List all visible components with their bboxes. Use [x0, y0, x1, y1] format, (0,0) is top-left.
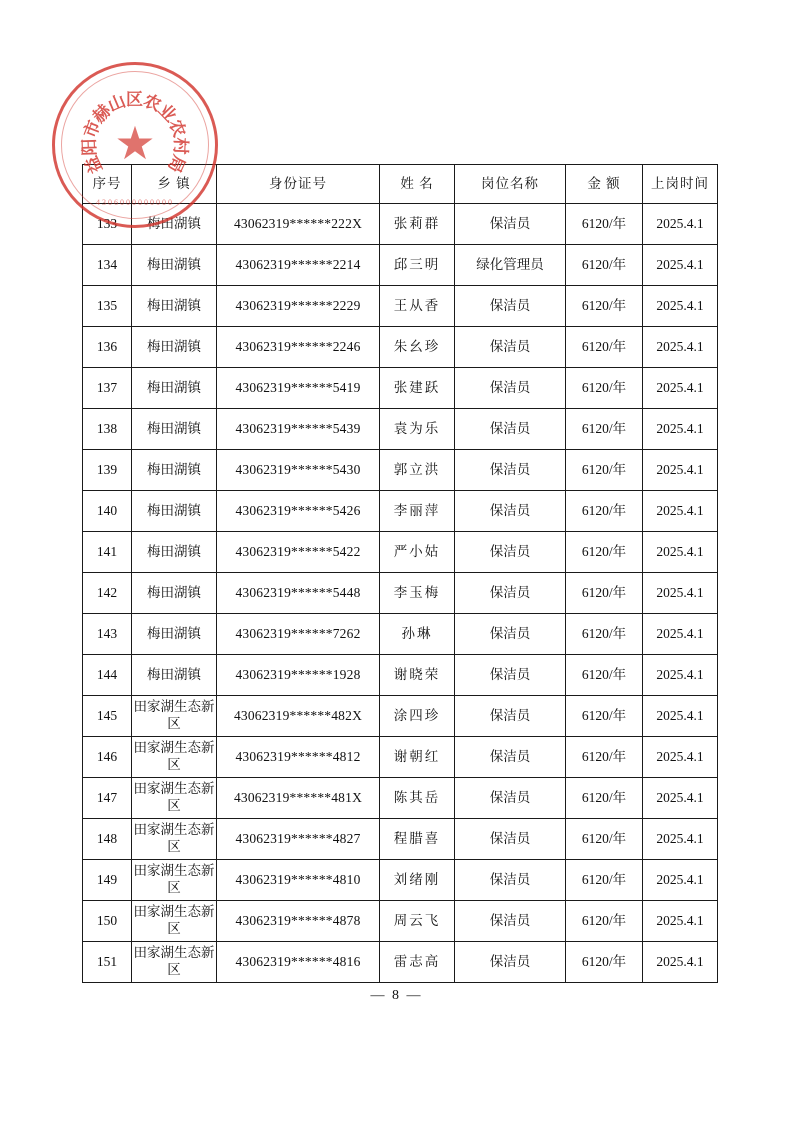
table-row	[83, 245, 718, 286]
cell-seq: 146	[83, 737, 132, 778]
header-post: 岗位名称	[455, 165, 566, 204]
cell-id: 43062319******5422	[217, 532, 380, 573]
table-row	[83, 778, 718, 819]
cell-post: 保洁员	[455, 573, 566, 614]
cell-post: 保洁员	[455, 286, 566, 327]
cell-name: 谢朝红	[380, 737, 455, 778]
page-footer: — 8 —	[370, 988, 423, 1003]
cell-seq: 145	[83, 696, 132, 737]
cell-name: 陈其岳	[380, 778, 455, 819]
cell-id: 43062319******482X	[217, 696, 380, 737]
cell-amount: 6120/年	[566, 614, 643, 655]
cell-seq: 134	[83, 245, 132, 286]
cell-id: 43062319******5430	[217, 450, 380, 491]
cell-amount: 6120/年	[566, 655, 643, 696]
cell-name: 张莉群	[380, 204, 455, 245]
cell-amount: 6120/年	[566, 286, 643, 327]
cell-post: 保洁员	[455, 819, 566, 860]
cell-post: 保洁员	[455, 532, 566, 573]
cell-amount: 6120/年	[566, 819, 643, 860]
cell-date: 2025.4.1	[643, 737, 718, 778]
cell-date: 2025.4.1	[643, 409, 718, 450]
cell-post: 保洁员	[455, 491, 566, 532]
cell-date: 2025.4.1	[643, 860, 718, 901]
table-row	[83, 696, 718, 737]
cell-date: 2025.4.1	[643, 573, 718, 614]
cell-seq: 138	[83, 409, 132, 450]
table-row	[83, 942, 718, 983]
cell-name: 李丽萍	[380, 491, 455, 532]
cell-seq: 148	[83, 819, 132, 860]
cell-post: 保洁员	[455, 368, 566, 409]
cell-id: 43062319******7262	[217, 614, 380, 655]
cell-date: 2025.4.1	[643, 204, 718, 245]
cell-seq: 136	[83, 327, 132, 368]
table-row	[83, 204, 718, 245]
table-row	[83, 655, 718, 696]
cell-town: 梅田湖镇	[132, 286, 217, 327]
cell-town: 梅田湖镇	[132, 532, 217, 573]
seal-bottom-code: 4306000000000	[96, 198, 174, 207]
table-row	[83, 819, 718, 860]
seal-top-text: 益 阳 市 赫 山 区 农 业 农 村 局	[79, 90, 191, 177]
table-row	[83, 901, 718, 942]
cell-post: 保洁员	[455, 860, 566, 901]
cell-town: 梅田湖镇	[132, 327, 217, 368]
table-header	[83, 165, 718, 204]
cell-name: 程腊喜	[380, 819, 455, 860]
roster-table-container	[82, 164, 710, 983]
cell-id: 43062319******481X	[217, 778, 380, 819]
header-amount: 金 额	[566, 165, 643, 204]
cell-id: 43062319******2246	[217, 327, 380, 368]
roster-table	[82, 164, 718, 983]
cell-name: 王从香	[380, 286, 455, 327]
cell-amount: 6120/年	[566, 245, 643, 286]
table-row	[83, 532, 718, 573]
cell-seq: 147	[83, 778, 132, 819]
cell-seq: 141	[83, 532, 132, 573]
cell-seq: 150	[83, 901, 132, 942]
header-name: 姓 名	[380, 165, 455, 204]
cell-seq: 151	[83, 942, 132, 983]
cell-town: 田家湖生态新区	[132, 901, 217, 942]
cell-seq: 140	[83, 491, 132, 532]
cell-date: 2025.4.1	[643, 778, 718, 819]
cell-date: 2025.4.1	[643, 368, 718, 409]
cell-amount: 6120/年	[566, 204, 643, 245]
cell-name: 涂四珍	[380, 696, 455, 737]
header-id: 身份证号	[217, 165, 380, 204]
seal-star-icon: ★	[114, 118, 156, 170]
cell-id: 43062319******5426	[217, 491, 380, 532]
cell-id: 43062319******1928	[217, 655, 380, 696]
cell-date: 2025.4.1	[643, 901, 718, 942]
cell-post: 保洁员	[455, 778, 566, 819]
cell-town: 梅田湖镇	[132, 491, 217, 532]
cell-town: 梅田湖镇	[132, 245, 217, 286]
cell-amount: 6120/年	[566, 778, 643, 819]
cell-town: 梅田湖镇	[132, 655, 217, 696]
cell-seq: 142	[83, 573, 132, 614]
cell-town: 田家湖生态新区	[132, 860, 217, 901]
header-town: 乡 镇	[132, 165, 217, 204]
table-row	[83, 450, 718, 491]
cell-post: 绿化管理员	[455, 245, 566, 286]
cell-date: 2025.4.1	[643, 819, 718, 860]
cell-town: 田家湖生态新区	[132, 737, 217, 778]
cell-name: 周云飞	[380, 901, 455, 942]
cell-post: 保洁员	[455, 901, 566, 942]
table-row	[83, 860, 718, 901]
cell-date: 2025.4.1	[643, 655, 718, 696]
cell-post: 保洁员	[455, 614, 566, 655]
cell-amount: 6120/年	[566, 860, 643, 901]
cell-town: 梅田湖镇	[132, 368, 217, 409]
cell-town: 梅田湖镇	[132, 614, 217, 655]
cell-amount: 6120/年	[566, 696, 643, 737]
cell-id: 43062319******222X	[217, 204, 380, 245]
cell-post: 保洁员	[455, 204, 566, 245]
cell-seq: 149	[83, 860, 132, 901]
cell-date: 2025.4.1	[643, 696, 718, 737]
cell-amount: 6120/年	[566, 901, 643, 942]
header-date: 上岗时间	[643, 165, 718, 204]
cell-id: 43062319******5419	[217, 368, 380, 409]
cell-id: 43062319******4827	[217, 819, 380, 860]
cell-id: 43062319******2214	[217, 245, 380, 286]
cell-amount: 6120/年	[566, 450, 643, 491]
cell-date: 2025.4.1	[643, 942, 718, 983]
table-row	[83, 737, 718, 778]
cell-amount: 6120/年	[566, 327, 643, 368]
cell-amount: 6120/年	[566, 368, 643, 409]
cell-seq: 137	[83, 368, 132, 409]
cell-date: 2025.4.1	[643, 286, 718, 327]
cell-town: 梅田湖镇	[132, 573, 217, 614]
cell-name: 袁为乐	[380, 409, 455, 450]
cell-date: 2025.4.1	[643, 614, 718, 655]
cell-town: 梅田湖镇	[132, 204, 217, 245]
cell-id: 43062319******5448	[217, 573, 380, 614]
table-row	[83, 368, 718, 409]
table-body	[83, 204, 718, 983]
table-row	[83, 286, 718, 327]
cell-name: 张建跃	[380, 368, 455, 409]
cell-name: 雷志高	[380, 942, 455, 983]
cell-amount: 6120/年	[566, 737, 643, 778]
cell-town: 田家湖生态新区	[132, 696, 217, 737]
cell-town: 梅田湖镇	[132, 409, 217, 450]
cell-name: 朱幺珍	[380, 327, 455, 368]
cell-date: 2025.4.1	[643, 327, 718, 368]
cell-id: 43062319******4812	[217, 737, 380, 778]
cell-post: 保洁员	[455, 409, 566, 450]
cell-name: 谢晓荣	[380, 655, 455, 696]
cell-date: 2025.4.1	[643, 491, 718, 532]
cell-id: 43062319******4878	[217, 901, 380, 942]
cell-name: 李玉梅	[380, 573, 455, 614]
cell-name: 邱三明	[380, 245, 455, 286]
cell-amount: 6120/年	[566, 491, 643, 532]
cell-amount: 6120/年	[566, 532, 643, 573]
cell-post: 保洁员	[455, 696, 566, 737]
table-row	[83, 327, 718, 368]
cell-id: 43062319******4816	[217, 942, 380, 983]
cell-id: 43062319******2229	[217, 286, 380, 327]
cell-seq: 144	[83, 655, 132, 696]
table-header-row	[83, 165, 718, 204]
cell-date: 2025.4.1	[643, 532, 718, 573]
cell-post: 保洁员	[455, 942, 566, 983]
cell-seq: 139	[83, 450, 132, 491]
cell-name: 郭立洪	[380, 450, 455, 491]
cell-date: 2025.4.1	[643, 245, 718, 286]
cell-post: 保洁员	[455, 450, 566, 491]
table-row	[83, 573, 718, 614]
cell-post: 保洁员	[455, 327, 566, 368]
cell-town: 田家湖生态新区	[132, 819, 217, 860]
cell-name: 刘绪刚	[380, 860, 455, 901]
cell-date: 2025.4.1	[643, 450, 718, 491]
cell-name: 孙琳	[380, 614, 455, 655]
cell-amount: 6120/年	[566, 573, 643, 614]
cell-town: 田家湖生态新区	[132, 778, 217, 819]
table-row	[83, 491, 718, 532]
cell-post: 保洁员	[455, 655, 566, 696]
cell-seq: 135	[83, 286, 132, 327]
cell-id: 43062319******5439	[217, 409, 380, 450]
header-seq: 序号	[83, 165, 132, 204]
cell-amount: 6120/年	[566, 942, 643, 983]
cell-post: 保洁员	[455, 737, 566, 778]
cell-amount: 6120/年	[566, 409, 643, 450]
cell-name: 严小姑	[380, 532, 455, 573]
cell-id: 43062319******4810	[217, 860, 380, 901]
cell-town: 梅田湖镇	[132, 450, 217, 491]
cell-seq: 133	[83, 204, 132, 245]
table-row	[83, 614, 718, 655]
cell-seq: 143	[83, 614, 132, 655]
cell-town: 田家湖生态新区	[132, 942, 217, 983]
table-row	[83, 409, 718, 450]
